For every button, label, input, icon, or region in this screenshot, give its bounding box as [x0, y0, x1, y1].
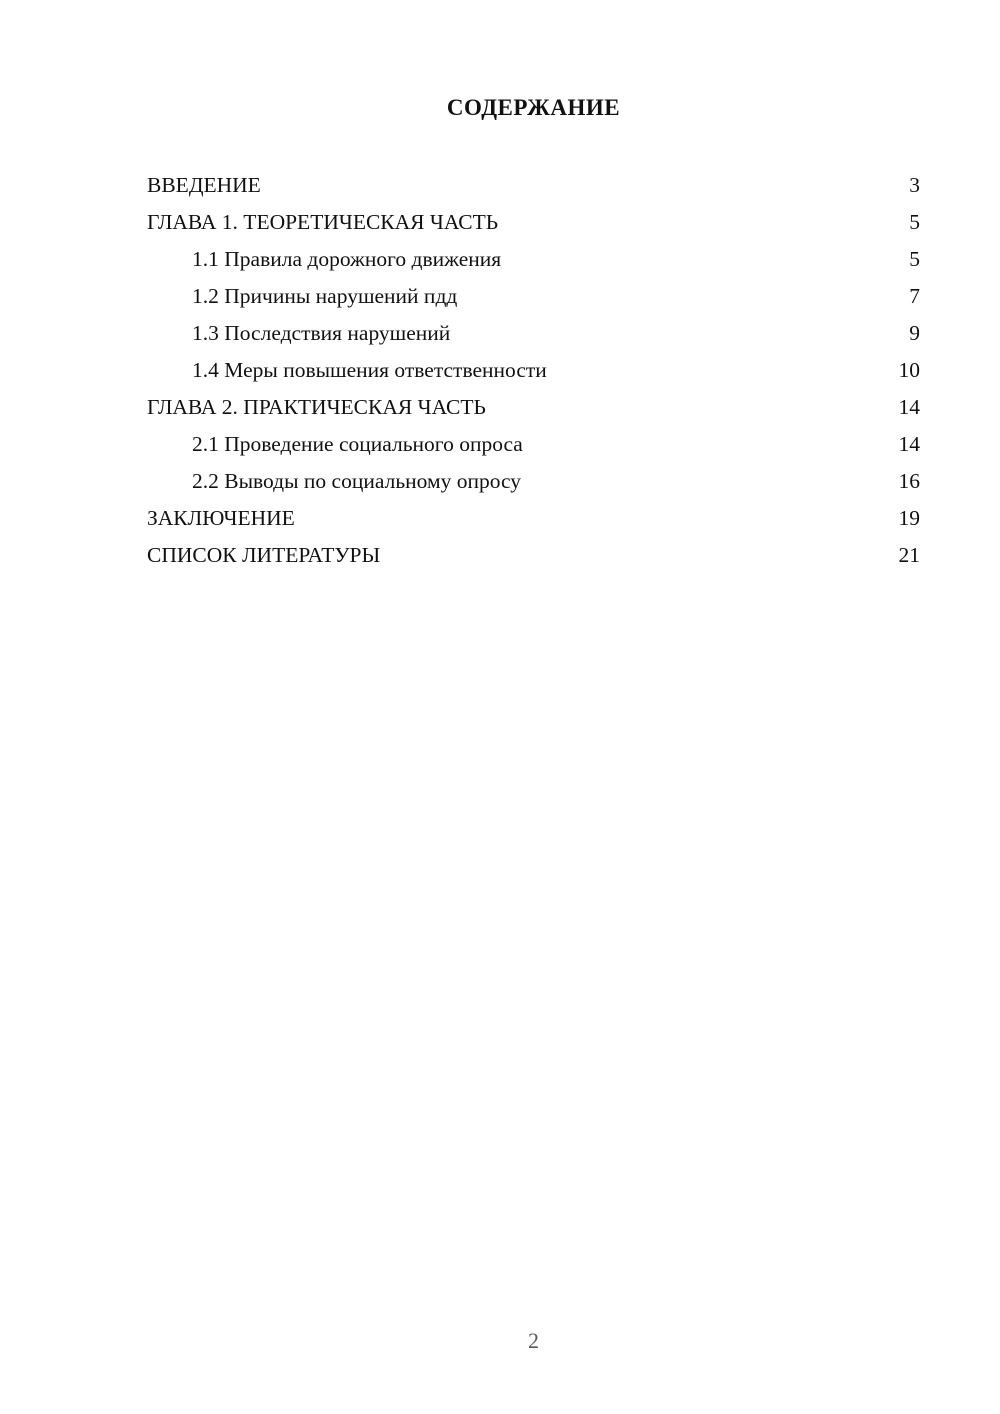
toc-entry-page: 9: [909, 321, 920, 345]
toc-entry: [147, 278, 920, 315]
toc-entry-page: 16: [898, 469, 920, 493]
toc-entry-label: ГЛАВА 2. ПРАКТИЧЕСКАЯ ЧАСТЬ: [147, 395, 486, 419]
toc-entry: [147, 241, 920, 278]
toc-entry-label: ГЛАВА 1. ТЕОРЕТИЧЕСКАЯ ЧАСТЬ: [147, 210, 499, 234]
toc-entry: [147, 463, 920, 500]
toc-entry-page: 7: [909, 284, 920, 308]
toc-entry-label: 1.1 Правила дорожного движения: [192, 247, 502, 271]
toc-entry-page: 14: [898, 395, 920, 419]
toc-entry-label: СПИСОК ЛИТЕРАТУРЫ: [147, 543, 381, 567]
page-number: 2: [528, 1328, 539, 1353]
toc-entry-page: 19: [898, 506, 920, 530]
page-title: СОДЕРЖАНИЕ: [446, 95, 621, 120]
toc-entry: [147, 537, 920, 574]
toc-entry: [147, 352, 920, 389]
toc-entry: [147, 315, 920, 352]
toc-entry-page: 3: [909, 173, 920, 197]
toc-entry-label: 1.2 Причины нарушений пдд: [192, 284, 458, 308]
toc-entry: [147, 500, 920, 537]
toc-entry: [147, 204, 920, 241]
toc-entry-label: ЗАКЛЮЧЕНИЕ: [147, 506, 295, 530]
toc-entry: [147, 389, 920, 426]
toc-entry-label: ВВЕДЕНИЕ: [147, 173, 261, 197]
toc-entry-page: 14: [898, 432, 920, 456]
toc-entry-page: 5: [909, 247, 920, 271]
toc-entry-label: 2.1 Проведение социального опроса: [192, 432, 523, 456]
toc-entry: [147, 167, 920, 204]
toc-entry: [147, 426, 920, 463]
table-of-contents: [147, 167, 920, 574]
toc-entry-label: 2.2 Выводы по социальному опросу: [192, 469, 522, 493]
toc-entry-label: 1.4 Меры повышения ответственности: [192, 358, 547, 382]
toc-entry-label: 1.3 Последствия нарушений: [192, 321, 451, 345]
toc-entry-page: 10: [898, 358, 920, 382]
toc-entry-page: 5: [909, 210, 920, 234]
toc-entry-page: 21: [898, 543, 920, 567]
page-content: [147, 94, 920, 574]
